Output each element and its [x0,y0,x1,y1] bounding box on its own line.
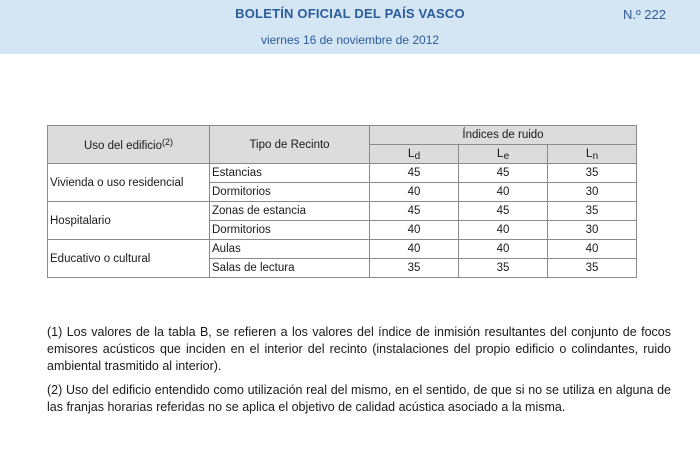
issue-number: N.º 222 [622,7,666,22]
le-cell: 35 [459,259,548,278]
header-ln: $L_n$ [548,145,637,164]
ln-cell: 30 [548,183,637,202]
tipo-cell: Estancias [210,164,370,183]
ld-cell: 35 [370,259,459,278]
footnotes [47,324,671,416]
table-row [48,240,637,259]
tipo-cell: Zonas de estancia [210,202,370,221]
ln-cell: 40 [548,240,637,259]
uso-cell: Hospitalario [48,202,210,240]
le-cell: 40 [459,240,548,259]
ld-cell: 45 [370,202,459,221]
header-le: $L_e$ [459,145,548,164]
le-cell: 45 [459,164,548,183]
ld-cell: 45 [370,164,459,183]
tipo-cell: Salas de lectura [210,259,370,278]
footnote-ref: (2) [161,137,173,147]
ld-cell: 40 [370,183,459,202]
header-tipo: Tipo de Recinto [210,126,370,164]
le-cell: 45 [459,202,548,221]
uso-cell: Vivienda o uso residencial [48,164,210,202]
ln-cell: 35 [548,259,637,278]
tipo-cell: Dormitorios [210,183,370,202]
publication-date: viernes 16 de noviembre de 2012 [260,33,440,47]
tipo-cell: Aulas [210,240,370,259]
tipo-cell: Dormitorios [210,221,370,240]
le-cell: 40 [459,183,548,202]
table-row [48,164,637,183]
footnote-2: (2) Uso del edificio entendido como utilización real del mismo, en el sentido, de que si no se utiliza en alguna de las franjas horarias referidas no se aplica el objetivo de calidad acústica asociado a la misma. [47,383,671,414]
ln-cell: 35 [548,164,637,183]
ln-cell: 30 [548,221,637,240]
ln-cell: 35 [548,202,637,221]
header-uso: Uso del edificio$^{(2)}$ [48,126,210,164]
noise-index-table [47,125,637,278]
table-row [48,202,637,221]
page-header [0,0,700,54]
header-indices: Índices de ruido [370,126,637,145]
footnote-1: (1) Los valores de la tabla B, se refieren a los valores del índice de inmisión resultantes del conjunto de focos emisores acústicos que inciden en el interior del recinto (instalaciones del propio edificio o colindantes, ruido ambiental trasmitido al interior). [47,325,671,373]
header-ld: $L_d$ [370,145,459,164]
uso-cell: Educativo o cultural [48,240,210,278]
ld-cell: 40 [370,240,459,259]
bulletin-title: BOLETÍN OFICIAL DEL PAÍS VASCO [235,6,465,21]
ld-cell: 40 [370,221,459,240]
le-cell: 40 [459,221,548,240]
